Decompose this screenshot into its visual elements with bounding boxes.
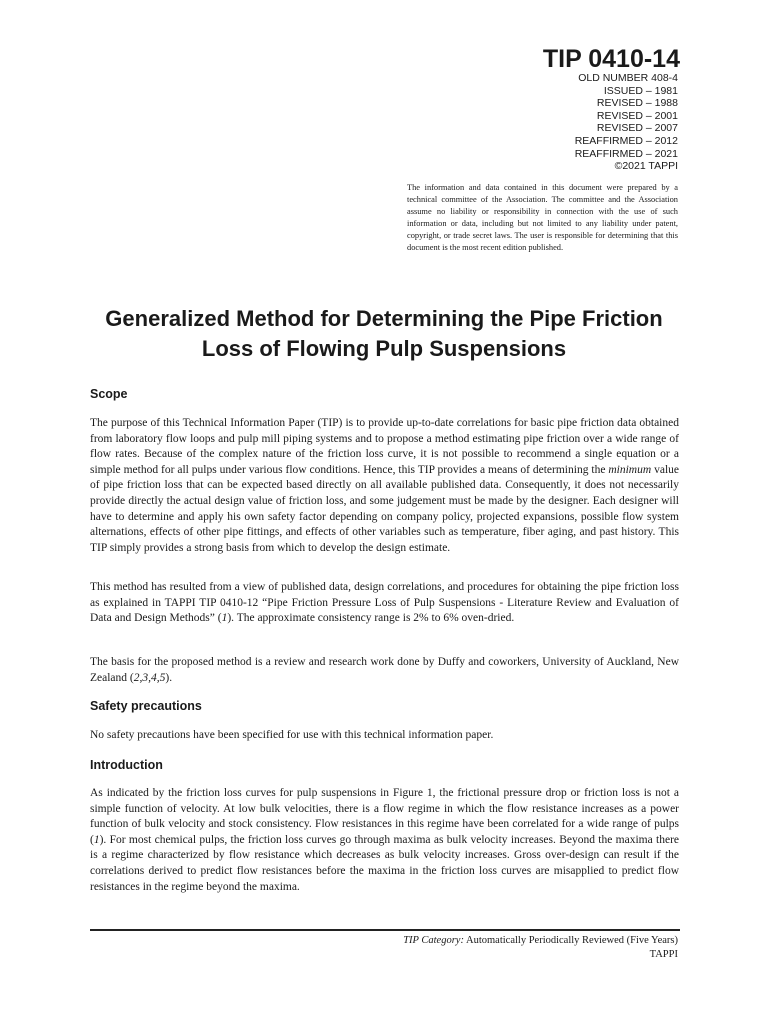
footer-org: TAPPI — [649, 949, 678, 960]
history-line: REAFFIRMED – 2012 — [574, 134, 678, 147]
text-run: ). — [165, 671, 173, 684]
text-run: This method has resulted from a view of published data, design correlations, and procedures for obtaining the pipe friction loss as explained in TAPPI TIP 0410-12 “Pipe Friction Pressure Loss of Pulp Suspensions - Literature Review and Evaluation of Data and Design Methods” ( — [90, 581, 679, 625]
emphasis-text: minimum — [608, 463, 652, 476]
text-run: ). For most chemical pulps, the friction loss curves go through maxima as bulk velocity increases. Beyond the maxima there is a regime characterized by flow resistance which decreases as bulk velocity increases. Gross over-design can result if the correlations derived to predict flow resistances before the maxima in the friction loss curves are misapplied to predict flow resistances in the regime beyond the maxima. — [90, 833, 679, 893]
title-line-1: Generalized Method for Determining the Pipe Friction — [105, 306, 663, 331]
text-run: value of pipe friction loss that can be expected based directly on all available published data. Consequently, it does not necessarily provide directly the actual design value of friction loss, and some judgement must be made by the designer. Each designer will have to determine and apply his own safety factor depending on company policy, projected expansions, possible flow system alternations, effects of other pipe fittings, and effects of other variables such as temperature, fiber aging, and past history. This TIP simply provides a strong basis from which to develop the design estimate. — [90, 463, 680, 554]
document-title — [60, 304, 708, 364]
footer-divider — [90, 929, 680, 931]
text-run: The purpose of this Technical Information Paper (TIP) is to provide up-to-date correlations for basic pipe friction data obtained from laboratory flow loops and pulp mill piping systems and to propose a method estimating pipe friction over a wide range of flow rates. Because of the complex nature of the friction loss curve, it is not possible to recommend a single equation or a simple method for all pulps under various flow conditions. Hence, this TIP provides a means of determining the — [90, 417, 679, 476]
scope-paragraph-1 — [90, 416, 679, 556]
scope-heading: Scope — [90, 387, 128, 401]
reference-numbers: 2,3,4,5 — [133, 671, 166, 684]
reference-number: 1 — [221, 612, 228, 625]
category-value: Automatically Periodically Reviewed (Five Years) — [463, 935, 678, 946]
history-line: OLD NUMBER 408-4 — [578, 72, 678, 84]
introduction-heading: Introduction — [90, 758, 163, 772]
title-line-2: Loss of Flowing Pulp Suspensions — [201, 336, 567, 361]
revision-history — [575, 72, 678, 173]
history-line: ISSUED – 1981 — [603, 84, 678, 97]
document-number: TIP 0410-14 — [542, 45, 680, 73]
scope-paragraph-3 — [90, 655, 679, 686]
page-footer — [403, 934, 678, 962]
safety-heading: Safety precautions — [90, 699, 202, 713]
copyright-line: ©2021 TAPPI — [614, 160, 678, 173]
text-run: ). The approximate consistency range is 2% to 6% oven-dried. — [227, 612, 515, 625]
scope-paragraph-2 — [90, 580, 679, 627]
history-line: REVISED – 1988 — [596, 97, 678, 110]
disclaimer-text: The information and data contained in this document were prepared by a technical committee of the Association. The committee and the Association assume no liability or responsibility in connection with the use of such information or data, including but not limited to any liability under patent, copyright, or trade secret laws. The user is responsible for determining that this document is the most recent edition published. — [407, 183, 678, 252]
introduction-paragraph — [90, 786, 679, 895]
category-line — [403, 934, 678, 948]
reference-number: 1 — [93, 833, 100, 846]
text-run: As indicated by the friction loss curves for pulp suspensions in Figure 1, the frictional pressure drop or friction loss is not a simple function of velocity. At low bulk velocities, there is a flow regime in which the flow resistance increases as a power function of bulk velocity and stock consistency. Flow resistances in this regime have been correlated for a wide range of pulps ( — [90, 787, 679, 846]
safety-paragraph: No safety precautions have been specified for use with this technical information paper. — [90, 729, 494, 741]
category-label: TIP Category: — [403, 935, 464, 946]
history-line: REVISED – 2007 — [596, 122, 678, 135]
history-line: REAFFIRMED – 2021 — [574, 147, 678, 160]
text-run: The basis for the proposed method is a review and research work done by Duffy and coworkers, University of Auckland, New Zealand ( — [90, 656, 679, 684]
history-line: REVISED – 2001 — [596, 109, 678, 122]
